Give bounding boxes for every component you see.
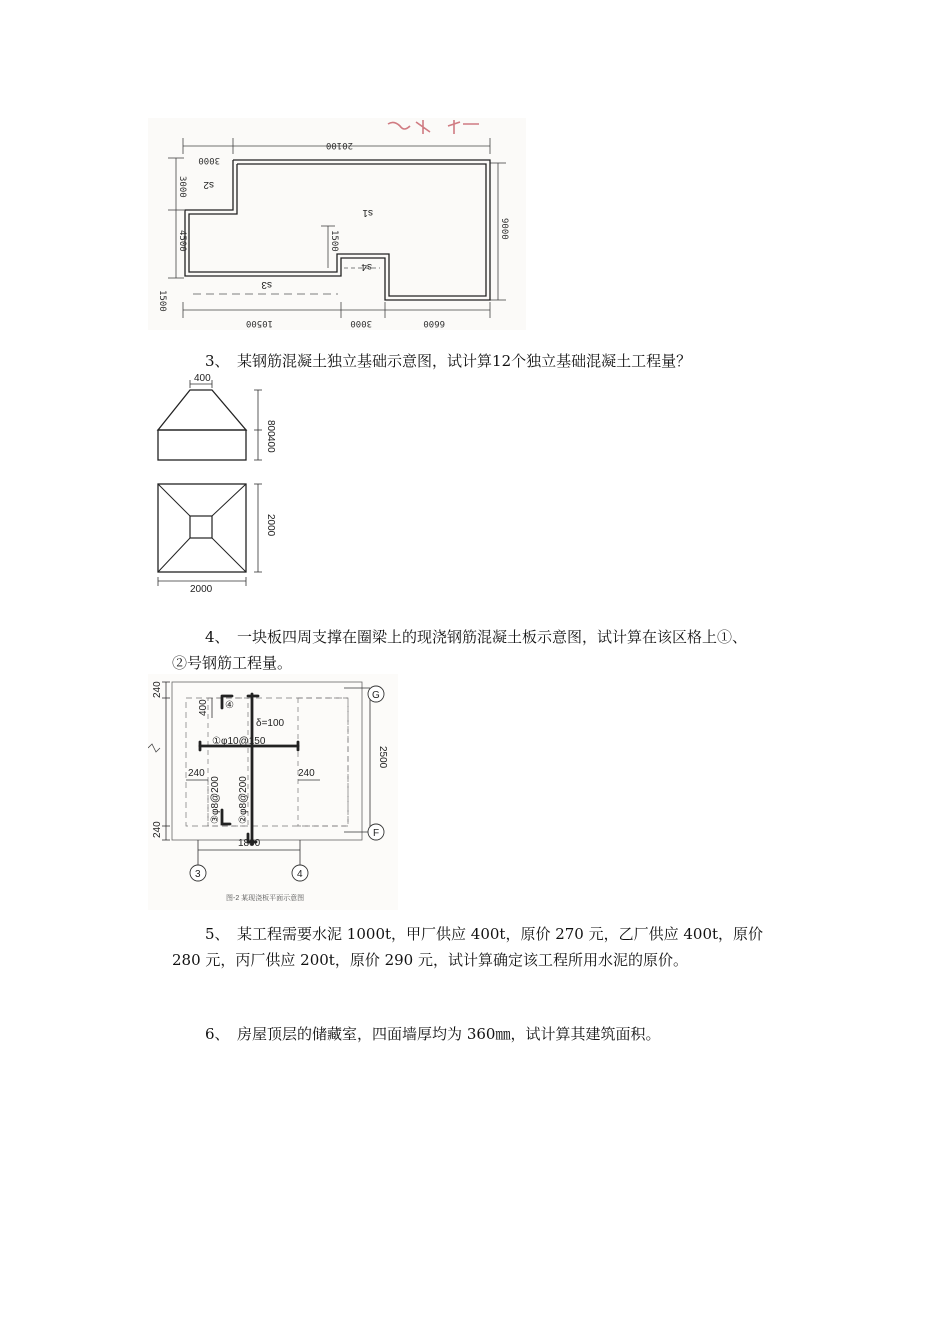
label-s3: s3 [261,279,272,290]
dim-right: 9000 [499,218,509,240]
label-s2: s2 [203,179,214,190]
dim-left-240: 240 [188,768,205,779]
floor-plan-figure [148,118,526,330]
dim-left-lower: 4500 [177,230,187,252]
question-6: 6、 房屋顶层的储藏室，四面墙厚均为 360㎜，试计算其建筑面积。 [205,1025,661,1043]
axis-4: 4 [297,869,303,880]
dim-width-1800: 1800 [238,838,261,849]
question-5-line1: 5、 某工程需要水泥 1000t，甲厂供应 400t，原价 270 元，乙厂供应 400t，原价 [205,925,764,943]
dim-bottom-240: 240 [152,821,163,838]
label-bar2: ②φ8@200 [238,776,249,824]
question-5-line2: 280 元，丙厂供应 200t，原价 290 元，试计算确定该工程所用水泥的原价。 [172,951,688,969]
footing-figure [150,374,285,596]
dim-plan-depth: 2000 [265,514,276,537]
dim-h-lower: 400 [265,436,276,453]
label-bar4: ④ [225,700,234,711]
dim-bottom-right: 6600 [423,318,445,328]
question-4-line2: ②号钢筋工程量。 [172,654,293,672]
question-3: 3、 某钢筋混凝土独立基础示意图，试计算12个独立基础混凝土工程量？ [205,352,692,370]
axis-g: G [372,690,380,701]
label-bar1: ①φ10@150 [212,736,266,747]
dim-top-width: 400 [194,374,211,384]
dim-400: 400 [198,699,209,716]
dim-plan-width: 2000 [190,584,213,595]
label-bar3: ③φ8@200 [210,776,221,824]
dim-height-2500: 2500 [377,746,388,769]
dim-inner-step: 1500 [329,230,339,252]
question-4-line1: 4、 一块板四周支撑在圈梁上的现浇钢筋混凝土板示意图，试计算在该区格上①、 [205,628,748,646]
dim-h-upper: 800 [265,420,276,437]
dim-top-left: 3000 [198,155,220,165]
axis-f: F [373,828,380,839]
dim-right-240: 240 [298,768,315,779]
figure-caption: 图-2 某现浇板平面示意图 [226,895,305,902]
dim-bottom-left: 10500 [245,318,273,328]
axis-3: 3 [195,869,201,880]
slab-plan-figure [148,674,398,910]
label-thickness: δ=100 [256,718,285,729]
dim-top-240: 240 [152,681,163,698]
dim-left-upper: 3000 [177,176,187,198]
dim-top-total: 20100 [325,140,353,150]
dim-left-bottom: 1500 [157,290,167,312]
dim-bottom-mid: 3000 [350,318,372,328]
label-s1: s1 [362,207,373,218]
label-s4: s4 [361,261,372,272]
